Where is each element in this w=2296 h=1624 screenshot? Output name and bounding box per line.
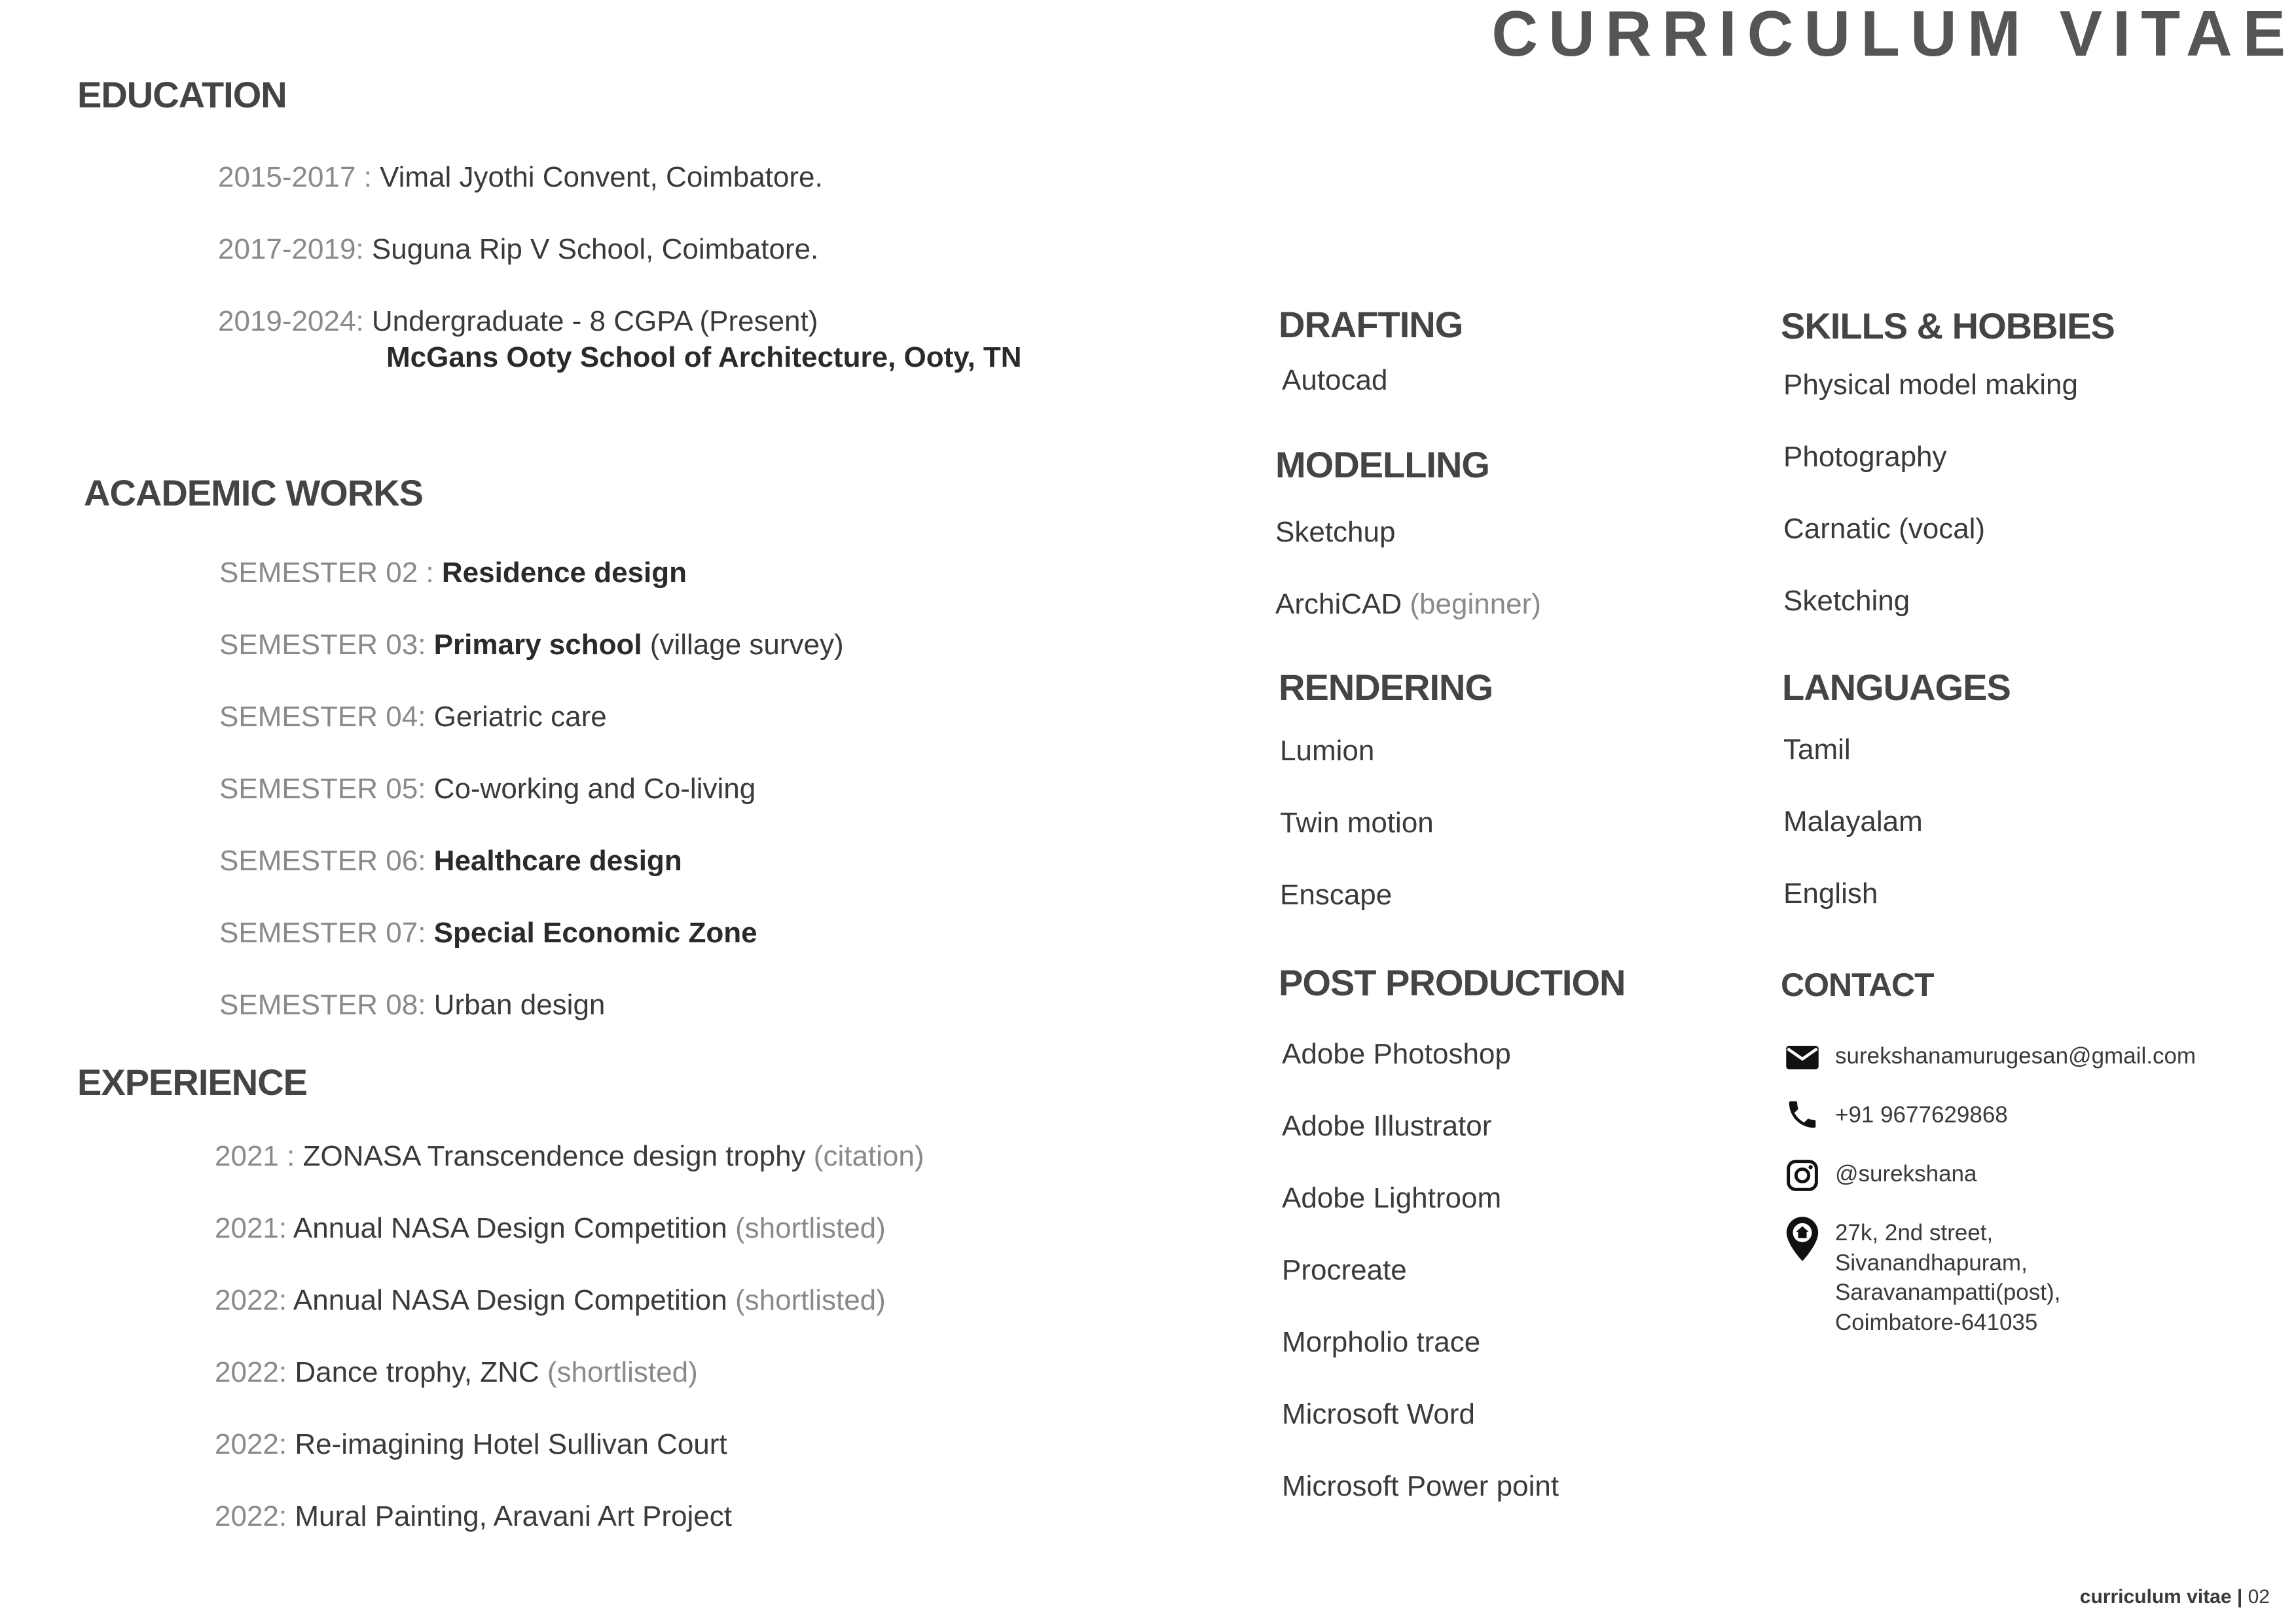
semester-label: SEMESTER 02 :	[219, 557, 434, 589]
semester-label: SEMESTER 06:	[219, 845, 426, 877]
page-title: CURRICULUM VITAE	[1491, 0, 2296, 69]
post-production-item: Microsoft Word	[1282, 1398, 1476, 1430]
instagram-icon	[1785, 1158, 1820, 1193]
experience-note: (citation)	[805, 1140, 924, 1172]
modelling-item-name: ArchiCAD	[1275, 588, 1402, 620]
experience-year: 2021:	[215, 1212, 287, 1244]
drafting-heading: DRAFTING	[1279, 304, 1463, 345]
project-name: Special Economic Zone	[426, 917, 757, 949]
page-footer	[2080, 1586, 2270, 1608]
experience-text: Mural Painting, Aravani Art Project	[287, 1500, 732, 1532]
post-production-item: Adobe Photoshop	[1282, 1038, 1511, 1070]
post-production-item: Adobe Lightroom	[1282, 1182, 1502, 1214]
address-line: Sivanandhapuram,	[1835, 1249, 2028, 1276]
academic-works-heading: ACADEMIC WORKS	[84, 472, 423, 513]
experience-year: 2022:	[215, 1428, 287, 1460]
project-name: Urban design	[426, 989, 606, 1021]
modelling-item: Sketchup	[1275, 516, 1396, 548]
language-item: English	[1783, 877, 1878, 910]
semester-label: SEMESTER 07:	[219, 917, 426, 949]
experience-entry	[215, 1498, 732, 1534]
skills-item: Physical model making	[1783, 369, 2078, 401]
project-name: Geriatric care	[426, 701, 607, 733]
post-production-item: Procreate	[1282, 1254, 1407, 1286]
phone-icon	[1785, 1097, 1820, 1132]
education-entry	[218, 231, 818, 267]
semester-label: SEMESTER 05:	[219, 773, 426, 805]
semester-label: SEMESTER 03:	[219, 629, 426, 661]
experience-heading: EXPERIENCE	[77, 1061, 307, 1103]
experience-text: Annual NASA Design Competition	[287, 1284, 727, 1316]
skills-item: Carnatic (vocal)	[1783, 513, 1986, 545]
project-name: Co-working and Co-living	[426, 773, 756, 805]
contact-phone[interactable]: +91 9677629868	[1835, 1102, 2008, 1128]
experience-year: 2022:	[215, 1356, 287, 1388]
education-entry	[218, 159, 823, 195]
education-year: 2015-2017 :	[218, 161, 372, 193]
contact-instagram[interactable]: @surekshana	[1835, 1161, 1977, 1187]
modelling-item-note: (beginner)	[1402, 588, 1541, 620]
experience-year: 2022:	[215, 1284, 287, 1316]
project-name: Primary school	[426, 629, 642, 661]
address-line: Coimbatore-641035	[1835, 1309, 2038, 1335]
rendering-item: Twin motion	[1280, 807, 1434, 839]
footer-label: curriculum vitae |	[2079, 1586, 2243, 1608]
education-text: Vimal Jyothi Convent, Coimbatore.	[371, 161, 823, 193]
experience-note: (shortlisted)	[727, 1284, 886, 1316]
contact-heading: CONTACT	[1781, 967, 1934, 1003]
experience-text: Dance trophy, ZNC	[287, 1356, 539, 1388]
skills-item: Photography	[1783, 441, 1947, 473]
project-name: Healthcare design	[426, 845, 682, 877]
address-line: Saravanampatti(post),	[1835, 1280, 2061, 1305]
education-year: 2019-2024:	[218, 305, 364, 337]
skills-heading: SKILLS & HOBBIES	[1781, 305, 2115, 346]
modelling-heading: MODELLING	[1275, 444, 1489, 485]
page-number: 02	[2248, 1586, 2270, 1608]
post-production-item: Adobe Illustrator	[1282, 1110, 1492, 1142]
location-home-icon	[1783, 1215, 1821, 1263]
experience-note: (shortlisted)	[727, 1212, 886, 1244]
experience-note: (shortlisted)	[539, 1356, 698, 1388]
project-name: Residence design	[433, 557, 687, 589]
skills-item: Sketching	[1783, 585, 1910, 617]
academic-entry	[219, 771, 756, 807]
education-institution: McGans Ooty School of Architecture, Ooty, TN	[386, 341, 1022, 373]
experience-entry	[215, 1138, 924, 1174]
academic-entry	[219, 627, 844, 663]
education-text: Undergraduate - 8 CGPA (Present)	[363, 305, 818, 337]
language-item: Tamil	[1783, 733, 1851, 766]
mail-icon	[1785, 1040, 1820, 1075]
contact-address	[1835, 1218, 2060, 1337]
drafting-item: Autocad	[1282, 364, 1388, 396]
post-production-heading: POST PRODUCTION	[1279, 962, 1626, 1003]
post-production-item: Morpholio trace	[1282, 1326, 1481, 1358]
project-note: (village survey)	[642, 629, 844, 661]
language-item: Malayalam	[1783, 805, 1923, 838]
experience-text: Re-imagining Hotel Sullivan Court	[287, 1428, 727, 1460]
rendering-item: Enscape	[1280, 879, 1393, 911]
experience-year: 2021 :	[215, 1140, 295, 1172]
academic-entry	[219, 555, 687, 591]
experience-entry	[215, 1354, 698, 1390]
modelling-item	[1275, 588, 1541, 621]
academic-entry	[219, 843, 682, 879]
experience-text: Annual NASA Design Competition	[287, 1212, 727, 1244]
semester-label: SEMESTER 04:	[219, 701, 426, 733]
contact-email[interactable]: surekshanamurugesan@gmail.com	[1835, 1043, 2196, 1069]
academic-entry	[219, 987, 605, 1023]
rendering-heading: RENDERING	[1279, 667, 1493, 708]
education-entry	[218, 303, 818, 339]
post-production-item: Microsoft Power point	[1282, 1470, 1559, 1502]
rendering-item: Lumion	[1280, 735, 1375, 767]
experience-year: 2022:	[215, 1500, 287, 1532]
education-text: Suguna Rip V School, Coimbatore.	[363, 233, 819, 265]
experience-entry	[215, 1210, 886, 1246]
experience-text: ZONASA Transcendence design trophy	[295, 1140, 806, 1172]
experience-entry	[215, 1426, 727, 1462]
languages-heading: LANGUAGES	[1782, 667, 2011, 708]
experience-entry	[215, 1282, 886, 1318]
academic-entry	[219, 699, 607, 735]
academic-entry	[219, 915, 757, 951]
address-line: 27k, 2nd street,	[1835, 1220, 1994, 1246]
education-heading: EDUCATION	[77, 74, 287, 115]
semester-label: SEMESTER 08:	[219, 989, 426, 1021]
education-year: 2017-2019:	[218, 233, 364, 265]
